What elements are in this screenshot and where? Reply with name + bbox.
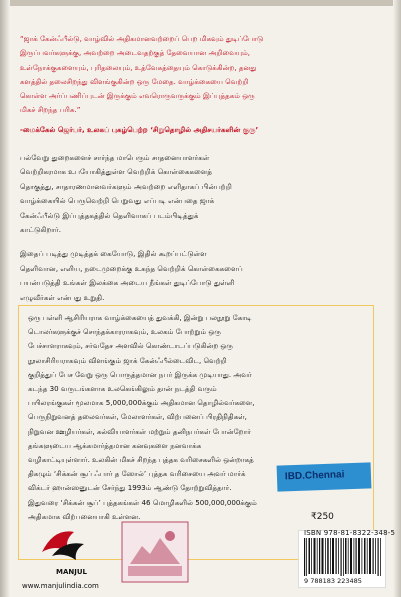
body-line: கேன்ஃபீல்டு இப்புத்தகத்தில் தெளிவாகப் படம்பிடித்துக் — [20, 210, 199, 220]
bio-line: தங்களுடைய ஆக்கமார்த்தமான கனவுகளை நனவாக்க — [28, 440, 202, 450]
barcode-icon — [304, 538, 384, 576]
bio-line: திகழும் ‘சிக்கன் சூப் ஃபார் த ஸோல்’ புத்தக வரிசையை அவர் மார்க் — [28, 469, 246, 479]
quote-line: இருப்பவர்களுக்கு, அவற்றை அடைவதற்குத் தேவையான அறிவையும், — [20, 48, 251, 58]
bio-line: பெருநிறுவனத் தலைவர்கள், மேலாளர்கள், விற்பனைப் பிரதிநிதிகள், — [28, 412, 247, 422]
quote-line: உள்நோக்குகளையும், புரிதலையும், உத்வேகத்தையும் கொடுக்கின்ற, தனது — [20, 62, 257, 72]
bio-line: விக்டர் ஹான்ஸனுடன் சேர்ந்து 1993ம் ஆண்டு தோற்றுவித்தார். — [28, 483, 232, 493]
quote-attribution: -மைக்கேல் ஜெர்பர், உலகப் புகழ்பெற்ற ‘சிறுதொழில் அதிசயர்களின் குரு’ — [20, 124, 259, 134]
description-paragraph-1 — [20, 151, 380, 237]
bio-line: பேச்சாளராகவும், சர்வதேச அளவில் கொண்டாடப்படுகின்ற ஒரு — [28, 341, 233, 351]
body-line: தெளிவான, எளிய, நடைமுறைக்கு உகந்த வெற்றிக் கொள்கைகளைப் — [20, 263, 243, 273]
quote-line: கொள்ள அர்ப்பணிப்புடன் இருக்கும் எவரொருவருக்கும் இப்புத்தகம் ஒரு — [20, 91, 255, 101]
author-bio-text — [28, 311, 366, 524]
quote-line: “ஜாக் கேன்ஃபீல்டு, வாழ்வில் அதிகமானவற்றைப் பெற மிகவும் துடிப்போடு — [20, 34, 264, 43]
bio-line: கடந்த 30 வருடங்களாக உலகெங்கிலும் தான் நடத்தி வரும் — [28, 384, 217, 394]
bio-line: வழிகாட்டியுள்ளார். உலகின் மிகச் சிறந்த புத்தக வரிசைகளில் ஒன்றாகத் — [28, 455, 254, 465]
body-line: வெற்றிகரமாக உபயோகித்துள்ள வெற்றிக் கொள்கைகளைத் — [20, 167, 213, 177]
body-line: தொகுத்து, சாதாரணமானவர்களும் அவற்றை எளிதாகப் பின்பற்றி — [20, 181, 232, 191]
barcode-digits: 9 788183 223485 — [304, 577, 362, 585]
retailer-sticker — [277, 462, 372, 491]
body-line: பல்வேறு துறைகளைச் சார்ந்த மாபெரும் சாதனையாளர்கள் — [20, 153, 210, 162]
sticker-text: IBD.Chennai — [284, 469, 345, 483]
description-body — [20, 151, 380, 315]
body-line: வாழ்க்கையில் பெருவெற்றி பெறுவது எப்படி என்பதை ஜாக் — [20, 196, 215, 206]
bio-line: பயிலரங்குகள் மூலமாக 5,000,000க்கும் அதிகமான தொழில்வர்களை, — [28, 398, 255, 408]
description-paragraph-2 — [20, 247, 380, 305]
price-label: ₹250 — [311, 512, 334, 522]
endorsement-quote — [20, 32, 380, 137]
bio-line: குறித்துப் பேச வேறு ஒரு பொருத்தமான நபர் இருக்க முடியாது. அவர் — [28, 369, 252, 379]
page-edge-right — [393, 0, 401, 597]
page-edge-top — [0, 0, 401, 6]
bio-line: ஒரு பள்ளி ஆசிரியராக வாழ்க்கையைத் துவக்கி, இன்று பலநூறு கோடி — [28, 313, 252, 322]
bio-line: அதிகமாக விற்பனையாகி உள்ளன. — [28, 511, 141, 521]
bio-line: இதுவரை ‘சிக்கன் சூப்’ புத்தகங்கள் 46 மொழிகளில் 500,000,000க்கும் — [28, 497, 257, 507]
quote-line: மிகச் சிறந்த பரிசு.” — [20, 105, 81, 115]
body-line: எழுவீர்கள் என்பது உறுதி. — [20, 292, 105, 302]
publisher-url: www.manjulindia.com — [22, 582, 99, 590]
bio-line: நூலாசிரியராகவும் விளங்கும் ஜாக் கேன்ஃபீல்டைவிட, வெற்றி — [28, 355, 227, 365]
bio-line: டொலர்களுக்குச் சொந்தக்காரராகவும், உலகம் போற்றும் ஒரு — [28, 327, 221, 337]
body-line: பயன்படுத்தி உங்கள் இலக்கை அடைய நீங்கள் துடிப்போடு துள்ளி — [20, 278, 235, 288]
quote-line: களத்தில் தலைசிறந்து விளங்குகின்ற ஒரு மேதை. வாழ்க்கையை வெற்றி — [20, 76, 249, 86]
isbn-label: ISBN 978-81-8322-348-5 — [304, 529, 396, 537]
body-line: இதைப் படித்து முடித்தக் கையோடு, இதில் கூறப்பட்டுள்ள — [20, 249, 207, 259]
bio-line: நிறுவன ஊழியர்கள், கல்வியாளர்கள் மற்றும் தனிநபர்கள் போன்றோர் — [28, 426, 251, 436]
body-line: காட்டுகிறார். — [20, 225, 62, 235]
page-edge-left — [0, 0, 10, 597]
publisher-name: MANJUL — [56, 568, 87, 576]
publisher-emblem-icon — [120, 520, 190, 584]
